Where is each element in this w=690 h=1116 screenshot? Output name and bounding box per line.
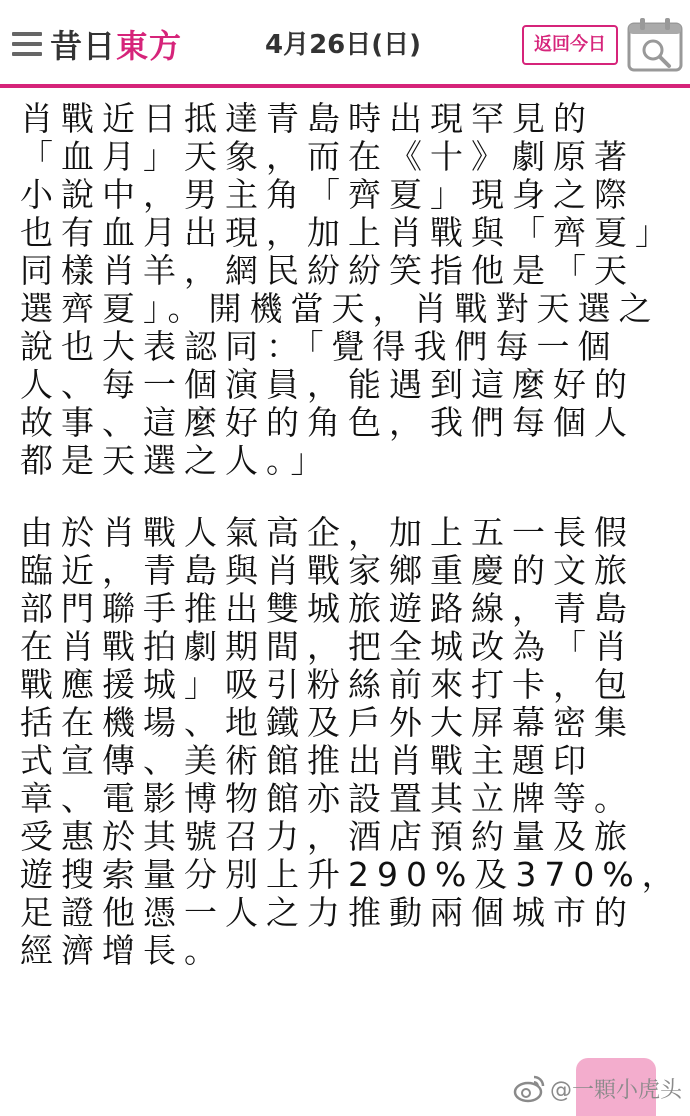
text-line: 都是天選之人。」 [20,441,332,480]
paragraph-2 [20,513,683,970]
text-line: 部門聯手推出雙城旅遊路線，青島 [20,589,635,628]
text-line: 在肖戰拍劇期間，把全城改為「肖 [20,627,635,666]
text-line: 足證他憑一人之力推動兩個城市的 [20,893,635,932]
text-line: 「血月」天象，而在《十》劇原著 [20,137,635,176]
text-line: 括在機場、地鐵及戶外大屏幕密集 [20,703,635,742]
issue-date: 4月26日(日) [265,30,422,60]
text-line: 戰應援城」吸引粉絲前來打卡，包 [20,665,635,704]
text-line: 受惠於其號召力，酒店預約量及旅 [20,817,635,856]
text-line: 小說中，男主角「齊夏」現身之際 [20,175,635,214]
weibo-watermark [512,1068,682,1108]
text-line: 章、電影博物館亦設置其立牌等。 [20,779,635,818]
brand-part-1: 昔日 [50,27,117,65]
text-line: 也有血月出現，加上肖戰與「齊夏」 [20,213,676,252]
article-body [20,99,683,970]
top-header [0,0,690,88]
text-line: 選齊夏」。開機當天，肖戰對天選之 [20,289,660,328]
text-line: 由於肖戰人氣高企，加上五一長假 [20,513,635,552]
text-line: 肖戰近日抵達青島時出現罕見的 [20,99,594,138]
text-line: 說也大表認同：「覺得我們每一個 [20,327,619,366]
text-line: 臨近，青島與肖戰家鄉重慶的文旅 [20,551,635,590]
calendar-search-icon[interactable] [626,16,684,72]
paragraph-1 [20,99,676,480]
text-line: 經濟增長。 [20,931,225,970]
watermark-text: @一顆小虎头 [549,1077,682,1103]
back-to-today-button[interactable]: 返回今日 [522,25,618,65]
text-line: 人、每一個演員，能遇到這麼好的 [20,365,635,404]
text-line: 遊搜索量分別上升290%及370%， [20,855,683,894]
brand-logo[interactable] [50,26,182,66]
brand-part-2: 東方 [116,27,183,65]
paragraph-spacer [20,480,670,514]
hamburger-menu-icon[interactable] [12,32,42,58]
text-line: 故事、這麼好的角色，我們每個人 [20,403,635,442]
text-line: 同樣肖羊，網民紛紛笑指他是「天 [20,251,635,290]
text-line: 式宣傳、美術館推出肖戰主題印 [20,741,594,780]
weibo-icon [512,1071,546,1105]
